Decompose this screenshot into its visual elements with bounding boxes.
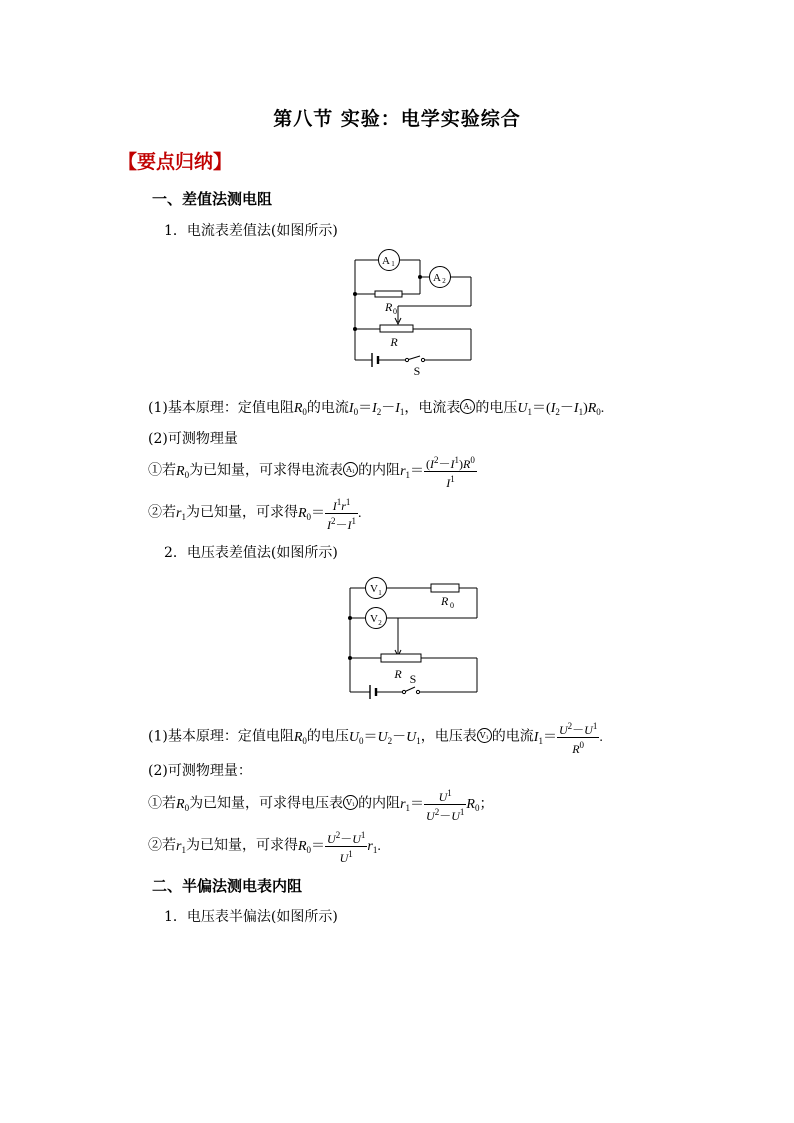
- item-voltmeter-difference: 2．电压表差值法(如图所示): [164, 545, 338, 561]
- svg-text:A: A: [382, 255, 390, 267]
- rheostat-r: [381, 654, 421, 662]
- resistor-r0: [375, 291, 402, 297]
- svg-text:A: A: [433, 272, 441, 284]
- item-ammeter-difference: 1．电流表差值法(如图所示): [164, 223, 338, 239]
- section-tag: 【要点归纳】: [118, 151, 233, 173]
- svg-text:0: 0: [393, 307, 397, 316]
- page-title: 第八节 实验：电学实验综合: [273, 108, 521, 130]
- label-r: R: [394, 667, 402, 681]
- svg-text:0: 0: [450, 601, 454, 610]
- svg-text:V: V: [370, 613, 378, 625]
- formula-ammeter-r0: ②若$r_1$为已知量，可求得$R_0=$ $\frac{I^1r^1}{I^2-I^1}$ .: [148, 497, 362, 532]
- measurable-quantities-2: (2)可测物理量：: [148, 763, 252, 779]
- switch-icon: [405, 358, 408, 361]
- label-r0: R: [385, 300, 393, 314]
- heading-difference-method: 一、差值法测电阻: [152, 190, 273, 208]
- formula-voltmeter-r1: ①若$R_0$为已知量，可求得电压表 $V_1$ 的内阻$r_1=$ $\frac{U^1}{U^2-U^1}$ $R_0$；: [148, 788, 494, 823]
- resistor-r0: [431, 584, 459, 592]
- principle-ammeter: (1)基本原理：定值电阻$R_0$的电流$I_0=I_2-I_1$，电流表 $A_1$ 的电压$U_1=(I_2-I_1)R_0$.: [148, 400, 605, 417]
- voltmeter-difference-circuit: [338, 570, 488, 700]
- principle-voltmeter: (1)基本原理：定值电阻$R_0$的电压$U_0=U_2-U_1$，电压表 $V_1$ 的电流$I_1=$ $\frac{U^2-U^1}{R^0}$ .: [148, 721, 603, 756]
- label-r0: R: [441, 594, 449, 608]
- ammeter-difference-circuit: [340, 248, 490, 380]
- switch-icon: [402, 690, 405, 693]
- rheostat-r: [380, 325, 413, 332]
- item-voltmeter-half-deflection: 1．电压表半偏法(如图所示): [164, 909, 338, 925]
- measurable-quantities: (2)可测物理量: [148, 431, 238, 447]
- label-s: S: [413, 364, 421, 378]
- voltmeter-v1-icon: $V_1$: [343, 795, 358, 810]
- formula-voltmeter-r0: ②若$r_1$为已知量，可求得$R_0=$ $\frac{U^2-U^1}{U^1}$ $r_1$.: [148, 830, 381, 865]
- svg-text:2: 2: [378, 619, 382, 627]
- label-s: S: [409, 672, 417, 686]
- svg-text:V: V: [370, 583, 378, 595]
- svg-text:1: 1: [378, 589, 382, 597]
- svg-text:2: 2: [442, 277, 446, 285]
- voltmeter-v1-icon: $V_1$: [477, 728, 492, 743]
- svg-text:1: 1: [391, 260, 395, 268]
- formula-ammeter-r1: ①若$R_0$为已知量，可求得电流表 $A_1$ 的内阻$r_1=$ $\frac{(I^2-I^1)R^0}{I^1}$: [148, 455, 475, 490]
- ammeter-a1-icon: $A_1$: [343, 462, 358, 477]
- label-r: R: [390, 335, 398, 349]
- ammeter-a1-icon: $A_1$: [460, 399, 475, 414]
- heading-half-deflection: 二、半偏法测电表内阻: [152, 877, 303, 895]
